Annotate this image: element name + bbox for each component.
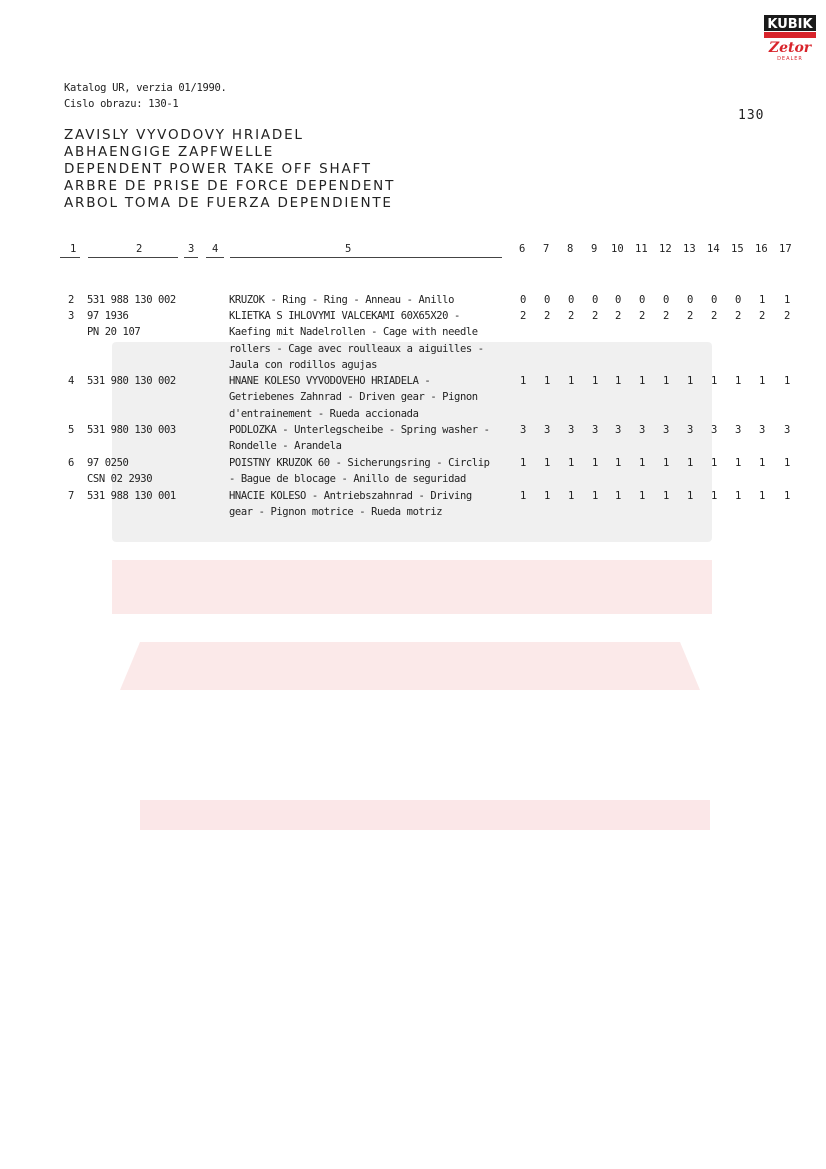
col-header-4: 4 [212, 243, 219, 255]
col-underline [60, 257, 80, 258]
qty-cell: 2 [615, 310, 621, 322]
part-number-line: 531 988 130 001 [87, 490, 176, 502]
qty-cell: 3 [615, 424, 621, 436]
description-line: PODLOZKA - Unterlegscheibe - Spring washer - [229, 424, 490, 436]
qty-cell: 1 [615, 490, 621, 502]
qty-cell: 3 [759, 424, 765, 436]
col-underline [230, 257, 502, 258]
qty-cell: 2 [544, 310, 550, 322]
qty-cell: 3 [711, 424, 717, 436]
qty-cell: 3 [735, 424, 741, 436]
part-number-line: PN 20 107 [87, 326, 141, 339]
qty-cell: 0 [615, 294, 621, 306]
column-header-row [0, 243, 826, 263]
qty-cell: 1 [568, 375, 574, 387]
title-french: ARBRE DE PRISE DE FORCE DEPENDENT [64, 178, 396, 194]
qty-cell: 0 [544, 294, 550, 306]
qty-cell: 1 [784, 457, 790, 469]
col-underline [184, 257, 198, 258]
description-line: rollers - Cage avec roulleaux a aiguilles - [229, 342, 484, 355]
qty-cell: 1 [759, 294, 765, 306]
qty-header: 13 [683, 243, 696, 255]
qty-cell: 2 [592, 310, 598, 322]
qty-cell: 2 [784, 310, 790, 322]
qty-cell: 0 [639, 294, 645, 306]
qty-cell: 1 [711, 375, 717, 387]
col-header-2: 2 [136, 243, 143, 255]
description-line: Getriebenes Zahnrad - Driven gear - Pignon [229, 391, 478, 404]
part-number [87, 292, 227, 308]
qty-cell: 2 [639, 310, 645, 322]
table-row [0, 292, 826, 308]
part-number-line: CSN 02 2930 [87, 473, 153, 486]
col-header-3: 3 [188, 243, 195, 255]
qty-cell: 0 [735, 294, 741, 306]
qty-header: 10 [611, 243, 624, 255]
qty-cell: 1 [520, 490, 526, 502]
page-number: 130 [738, 108, 765, 123]
part-number [87, 373, 227, 389]
part-description [229, 308, 504, 373]
description-line: Kaefing mit Nadelrollen - Cage with needle [229, 326, 478, 339]
qty-cell: 0 [520, 294, 526, 306]
position-number: 3 [68, 310, 74, 322]
qty-cell: 1 [784, 375, 790, 387]
table-row [0, 488, 826, 521]
part-description [229, 422, 504, 455]
part-number [87, 308, 227, 341]
qty-cell: 1 [687, 375, 693, 387]
qty-cell: 1 [711, 490, 717, 502]
qty-header: 16 [755, 243, 768, 255]
part-number [87, 488, 227, 504]
col-header-1: 1 [70, 243, 77, 255]
qty-cell: 2 [520, 310, 526, 322]
parts-table [0, 292, 826, 521]
description-line: - Bague de blocage - Anillo de seguridad [229, 473, 466, 486]
qty-cell: 2 [663, 310, 669, 322]
part-description [229, 488, 504, 521]
qty-header: 7 [543, 243, 550, 255]
description-line: Jaula con rodillos agujas [229, 358, 378, 371]
qty-cell: 1 [520, 457, 526, 469]
qty-cell: 3 [544, 424, 550, 436]
description-line: d'entrainement - Rueda accionada [229, 407, 419, 420]
table-row [0, 373, 826, 422]
qty-cell: 1 [568, 490, 574, 502]
qty-cell: 2 [687, 310, 693, 322]
qty-header: 15 [731, 243, 744, 255]
description-line: POISTNY KRUZOK 60 - Sicherungsring - Circlip [229, 457, 490, 469]
part-description [229, 455, 504, 488]
table-row [0, 422, 826, 455]
qty-cell: 1 [592, 375, 598, 387]
qty-cell: 1 [663, 375, 669, 387]
description-line: gear - Pignon motrice - Rueda motriz [229, 506, 443, 519]
title-german: ABHAENGIGE ZAPFWELLE [64, 144, 275, 160]
qty-cell: 3 [663, 424, 669, 436]
part-number [87, 422, 227, 438]
qty-cell: 2 [735, 310, 741, 322]
qty-cell: 3 [639, 424, 645, 436]
figure-line: Cislo obrazu: 130-1 [64, 98, 179, 110]
qty-cell: 1 [687, 490, 693, 502]
description-line: KRUZOK - Ring - Ring - Anneau - Anillo [229, 294, 455, 306]
logo-sub-text: DEALER [777, 56, 803, 62]
qty-cell: 2 [759, 310, 765, 322]
qty-cell: 0 [687, 294, 693, 306]
qty-cell: 1 [615, 375, 621, 387]
col-underline [206, 257, 224, 258]
part-description [229, 292, 504, 308]
qty-header: 9 [591, 243, 598, 255]
position-number: 4 [68, 375, 74, 387]
qty-cell: 0 [663, 294, 669, 306]
qty-cell: 1 [687, 457, 693, 469]
qty-cell: 1 [544, 375, 550, 387]
logo-top-text: KUBIK [767, 17, 813, 32]
qty-header: 6 [519, 243, 526, 255]
qty-cell: 1 [568, 457, 574, 469]
description-line: Rondelle - Arandela [229, 440, 342, 453]
qty-cell: 3 [520, 424, 526, 436]
qty-cell: 1 [639, 375, 645, 387]
qty-cell: 1 [520, 375, 526, 387]
qty-cell: 3 [784, 424, 790, 436]
title-slovak: ZAVISLY VYVODOVY HRIADEL [64, 127, 304, 143]
part-number-line: 97 0250 [87, 457, 129, 469]
qty-cell: 0 [592, 294, 598, 306]
part-number-line: 531 988 130 002 [87, 294, 176, 306]
qty-cell: 1 [784, 490, 790, 502]
qty-cell: 0 [711, 294, 717, 306]
position-number: 2 [68, 294, 74, 306]
qty-header: 17 [779, 243, 792, 255]
qty-cell: 1 [735, 490, 741, 502]
qty-cell: 1 [759, 490, 765, 502]
qty-header: 14 [707, 243, 720, 255]
table-row [0, 308, 826, 373]
qty-header: 8 [567, 243, 574, 255]
qty-cell: 1 [759, 457, 765, 469]
qty-cell: 1 [544, 490, 550, 502]
kubik-zetor-logo [764, 14, 816, 62]
qty-cell: 2 [568, 310, 574, 322]
qty-cell: 1 [592, 457, 598, 469]
qty-header: 11 [635, 243, 648, 255]
qty-cell: 1 [592, 490, 598, 502]
part-description [229, 373, 504, 422]
qty-cell: 1 [735, 375, 741, 387]
qty-cell: 1 [711, 457, 717, 469]
position-number: 6 [68, 457, 74, 469]
qty-cell: 0 [568, 294, 574, 306]
qty-cell: 1 [639, 490, 645, 502]
qty-header: 12 [659, 243, 672, 255]
position-number: 5 [68, 424, 74, 436]
qty-cell: 3 [568, 424, 574, 436]
qty-cell: 3 [592, 424, 598, 436]
col-header-5: 5 [345, 243, 352, 255]
part-number-line: 97 1936 [87, 310, 129, 322]
logo-bottom-text: Zetor [768, 40, 812, 56]
qty-cell: 1 [759, 375, 765, 387]
title-english: DEPENDENT POWER TAKE OFF SHAFT [64, 161, 372, 177]
title-spanish: ARBOL TOMA DE FUERZA DEPENDIENTE [64, 195, 393, 211]
col-underline [88, 257, 178, 258]
table-row [0, 455, 826, 488]
part-number [87, 455, 227, 488]
description-line: HNACIE KOLESO - Antriebszahnrad - Driving [229, 490, 472, 502]
title-block [64, 127, 395, 212]
qty-cell: 3 [687, 424, 693, 436]
qty-cell: 1 [784, 294, 790, 306]
qty-cell: 1 [663, 490, 669, 502]
qty-cell: 2 [711, 310, 717, 322]
description-line: HNANE KOLESO VYVODOVEHO HRIADELA - [229, 375, 431, 387]
position-number: 7 [68, 490, 74, 502]
part-number-line: 531 980 130 002 [87, 375, 176, 387]
part-number-line: 531 980 130 003 [87, 424, 176, 436]
qty-cell: 1 [663, 457, 669, 469]
qty-cell: 1 [544, 457, 550, 469]
qty-cell: 1 [639, 457, 645, 469]
catalog-line: Katalog UR, verzia 01/1990. [64, 82, 227, 94]
description-line: KLIETKA S IHLOVYMI VALCEKAMI 60X65X20 - [229, 310, 460, 322]
qty-cell: 1 [735, 457, 741, 469]
qty-cell: 1 [615, 457, 621, 469]
